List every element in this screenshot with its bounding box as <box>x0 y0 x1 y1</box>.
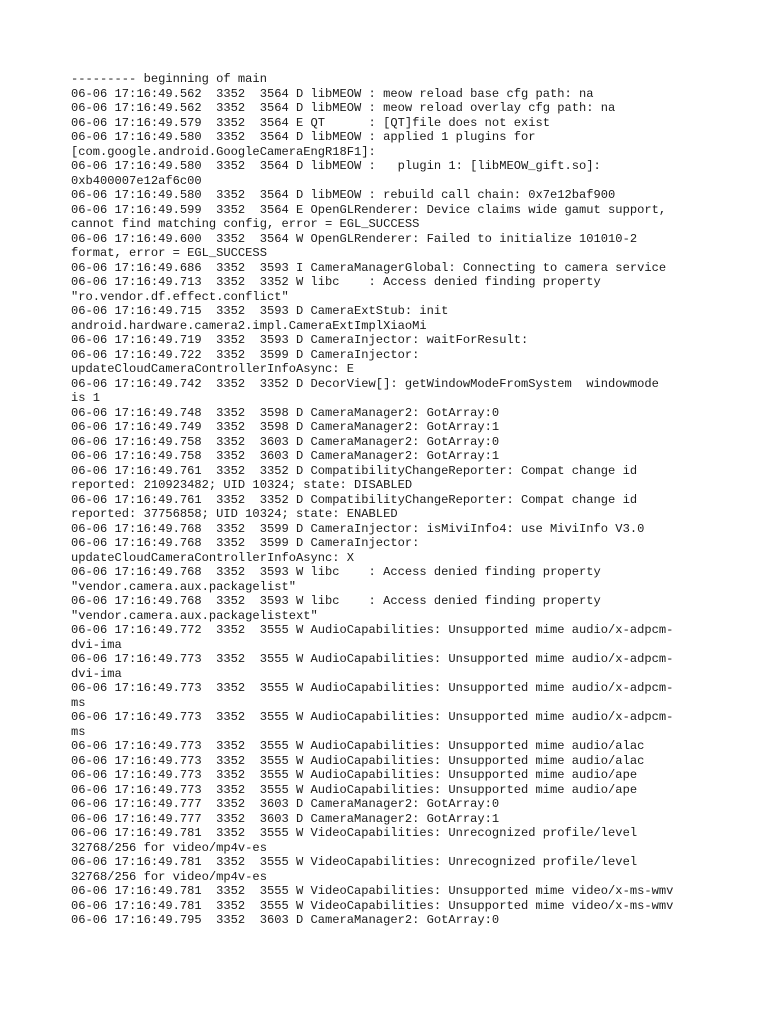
log-line: 06-06 17:16:49.761 3352 3352 D CompatibilityChangeReporter: Compat change id <box>71 492 638 507</box>
log-line: 06-06 17:16:49.768 3352 3593 W libc : Access denied finding property <box>71 565 601 579</box>
log-line: 06-06 17:16:49.742 3352 3352 D DecorView[]: getWindowModeFromSystem windowmode <box>71 376 659 391</box>
log-line: 06-06 17:16:49.768 3352 3593 W libc : Access denied finding property <box>71 594 601 608</box>
log-line: 06-06 17:16:49.599 3352 3564 E OpenGLRenderer: Device claims wide gamut support, <box>71 202 667 217</box>
log-text-block <box>71 72 711 928</box>
log-line: 06-06 17:16:49.562 3352 3564 D libMEOW : meow reload overlay cfg path: na <box>71 101 616 115</box>
log-line: 06-06 17:16:49.722 3352 3599 D CameraInjector: <box>71 347 420 362</box>
log-line: 06-06 17:16:49.773 3352 3555 W AudioCapabilities: Unsupported mime audio/alac <box>71 739 645 753</box>
log-line: format, error = EGL_SUCCESS <box>71 246 267 260</box>
log-line: 06-06 17:16:49.749 3352 3598 D CameraManager2: GotArray:1 <box>71 420 500 434</box>
log-line: 32768/256 for video/mp4v-es <box>71 840 267 855</box>
log-line: 06-06 17:16:49.773 3352 3555 W AudioCapabilities: Unsupported mime audio/x-adpcm- <box>71 710 674 724</box>
log-line: 06-06 17:16:49.715 3352 3593 D CameraExtStub: init <box>71 304 449 318</box>
log-line: 06-06 17:16:49.562 3352 3564 D libMEOW : meow reload base cfg path: na <box>71 86 594 101</box>
log-line: android.hardware.camera2.impl.CameraExtImplXiaoMi <box>71 318 427 333</box>
log-line: 06-06 17:16:49.768 3352 3599 D CameraInjector: <box>71 536 420 550</box>
log-line: "vendor.camera.aux.packagelist" <box>71 579 296 594</box>
log-line: 06-06 17:16:49.768 3352 3599 D CameraInjector: isMiviInfo4: use MiviInfo V3.0 <box>71 521 645 536</box>
log-line: 06-06 17:16:49.600 3352 3564 W OpenGLRenderer: Failed to initialize 101010-2 <box>71 231 638 246</box>
log-line: --------- beginning of main <box>71 72 267 86</box>
log-line: 06-06 17:16:49.781 3352 3555 W VideoCapabilities: Unrecognized profile/level <box>71 855 638 869</box>
log-line: reported: 210923482; UID 10324; state: DISABLED <box>71 478 413 492</box>
log-line: 06-06 17:16:49.773 3352 3555 W AudioCapabilities: Unsupported mime audio/alac <box>71 753 645 768</box>
log-line: cannot find matching config, error = EGL_SUCCESS <box>71 217 420 231</box>
log-line: 06-06 17:16:49.713 3352 3352 W libc : Access denied finding property <box>71 275 601 289</box>
log-line: [com.google.android.GoogleCameraEngR18F1]: <box>71 144 376 159</box>
log-line: 06-06 17:16:49.579 3352 3564 E QT : [QT]file does not exist <box>71 115 550 130</box>
log-line: ms <box>71 724 86 739</box>
log-line: 06-06 17:16:49.761 3352 3352 D CompatibilityChangeReporter: Compat change id <box>71 463 638 478</box>
log-line: 06-06 17:16:49.773 3352 3555 W AudioCapabilities: Unsupported mime audio/x-adpcm- <box>71 652 674 666</box>
log-line: 06-06 17:16:49.758 3352 3603 D CameraManager2: GotArray:0 <box>71 434 500 449</box>
log-line: 06-06 17:16:49.777 3352 3603 D CameraManager2: GotArray:0 <box>71 797 500 811</box>
log-line: 06-06 17:16:49.773 3352 3555 W AudioCapabilities: Unsupported mime audio/x-adpcm- <box>71 681 674 695</box>
log-line: 06-06 17:16:49.686 3352 3593 I CameraManagerGlobal: Connecting to camera service <box>71 260 667 275</box>
log-line: dvi-ima <box>71 637 122 652</box>
log-line: 06-06 17:16:49.781 3352 3555 W VideoCapabilities: Unsupported mime video/x-ms-wmv <box>71 898 674 913</box>
log-line: updateCloudCameraControllerInfoAsync: E <box>71 362 355 376</box>
log-line: 06-06 17:16:49.781 3352 3555 W VideoCapabilities: Unrecognized profile/level <box>71 826 638 840</box>
log-line: reported: 37756858; UID 10324; state: ENABLED <box>71 507 398 521</box>
log-line: 06-06 17:16:49.777 3352 3603 D CameraManager2: GotArray:1 <box>71 811 500 826</box>
log-line: ms <box>71 695 86 710</box>
log-line: 06-06 17:16:49.719 3352 3593 D CameraInjector: waitForResult: <box>71 333 529 347</box>
log-line: 32768/256 for video/mp4v-es <box>71 869 267 884</box>
log-line: "vendor.camera.aux.packagelistext" <box>71 608 318 623</box>
log-line: 06-06 17:16:49.781 3352 3555 W VideoCapabilities: Unsupported mime video/x-ms-wmv <box>71 884 674 898</box>
log-line: 06-06 17:16:49.773 3352 3555 W AudioCapabilities: Unsupported mime audio/ape <box>71 782 638 797</box>
log-line: is 1 <box>71 391 101 405</box>
log-line: updateCloudCameraControllerInfoAsync: X <box>71 550 355 565</box>
log-line: 0xb400007e12af6c00 <box>71 173 202 188</box>
log-line: 06-06 17:16:49.580 3352 3564 D libMEOW : plugin 1: [libMEOW_gift.so]: <box>71 159 601 173</box>
log-line: 06-06 17:16:49.748 3352 3598 D CameraManager2: GotArray:0 <box>71 405 500 420</box>
log-line: "ro.vendor.df.effect.conflict" <box>71 289 289 304</box>
log-line: 06-06 17:16:49.580 3352 3564 D libMEOW : applied 1 plugins for <box>71 130 536 144</box>
log-line: dvi-ima <box>71 666 122 681</box>
log-line: 06-06 17:16:49.758 3352 3603 D CameraManager2: GotArray:1 <box>71 449 500 463</box>
log-line: 06-06 17:16:49.772 3352 3555 W AudioCapabilities: Unsupported mime audio/x-adpcm- <box>71 623 674 637</box>
log-line: 06-06 17:16:49.795 3352 3603 D CameraManager2: GotArray:0 <box>71 913 500 927</box>
log-line: 06-06 17:16:49.773 3352 3555 W AudioCapabilities: Unsupported mime audio/ape <box>71 768 638 782</box>
log-line: 06-06 17:16:49.580 3352 3564 D libMEOW : rebuild call chain: 0x7e12baf900 <box>71 188 616 202</box>
